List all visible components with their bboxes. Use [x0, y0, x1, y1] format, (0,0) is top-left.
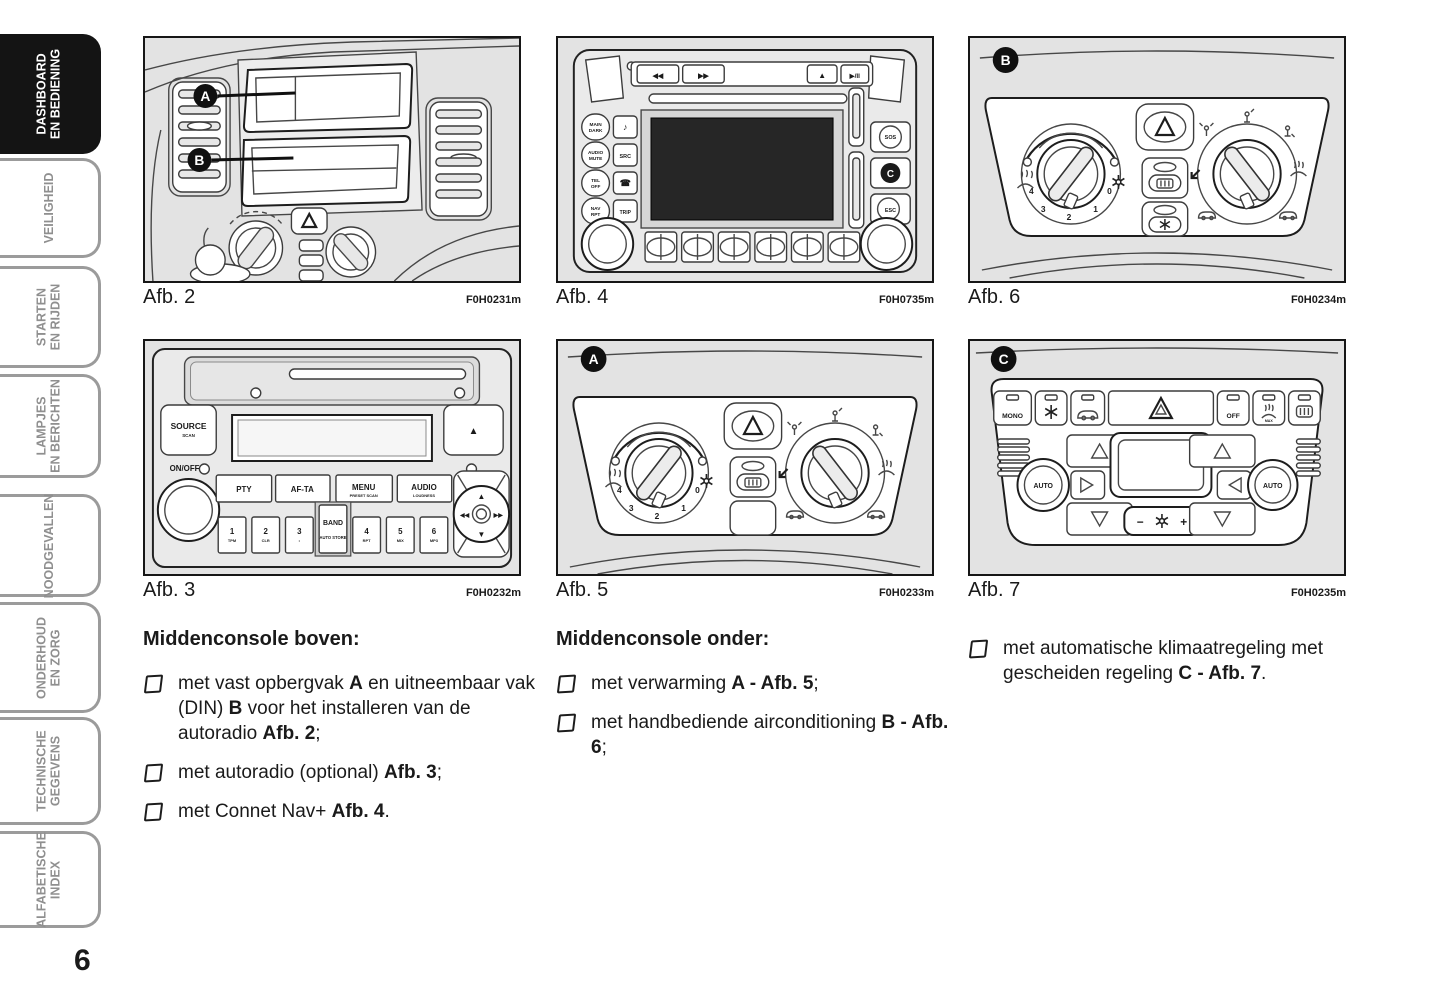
label-badge-c — [991, 346, 1017, 372]
svg-text:ESC: ESC — [884, 207, 897, 215]
source-button — [161, 405, 216, 455]
card-slots-icon — [849, 88, 864, 228]
tab-label: VEILIGHEID — [41, 172, 56, 244]
recirculation-car-icon — [1199, 212, 1216, 220]
tab-label: STARTEN — [34, 287, 49, 347]
nav-screen — [641, 110, 843, 228]
eject-icon: ▲ — [468, 425, 479, 438]
figure-code: F0H0234m — [1290, 294, 1346, 306]
vent-grille-icon — [1297, 439, 1321, 476]
play-pause-icon: ▶/II — [849, 72, 860, 81]
tab-technische-gegevens — [0, 717, 101, 825]
figure-caption: Afb. 7 — [968, 579, 1021, 601]
svg-text:ON/OFF: ON/OFF — [169, 463, 200, 474]
svg-text:2: 2 — [1066, 211, 1072, 223]
eject-button — [444, 405, 503, 455]
blank-button — [730, 501, 776, 535]
figure-caption: Afb. 4 — [556, 286, 609, 308]
center-buttons — [1142, 158, 1188, 236]
tab-label: LAMPJES — [34, 396, 49, 456]
svg-text:C: C — [998, 350, 1009, 368]
arrow-up-icon: ▲ — [477, 491, 486, 502]
cd-slot-icon — [649, 94, 847, 103]
figure-caption: Afb. 2 — [143, 286, 196, 308]
svg-text:6: 6 — [431, 526, 437, 537]
tab-onderhoud-en-zorg — [0, 602, 101, 713]
figure-caption: Afb. 3 — [143, 579, 196, 601]
figure-code: F0H0233m — [878, 587, 934, 599]
svg-text:SRC: SRC — [619, 153, 632, 161]
page-number: 6 — [74, 944, 91, 977]
svg-text:AUTO STORE: AUTO STORE — [319, 534, 347, 541]
right-rotary-knob-icon — [861, 218, 912, 270]
figure-code: F0H0735m — [878, 294, 934, 306]
voice-icon: ♪ — [623, 121, 628, 133]
svg-text:LOUDNESS: LOUDNESS — [413, 492, 435, 499]
svg-text:SCAN: SCAN — [182, 432, 195, 439]
column-middenconsole-boven — [143, 628, 535, 838]
outside-air-car-icon — [1280, 212, 1297, 220]
svg-text:AF-TA: AF-TA — [290, 484, 314, 495]
tab-veiligheid — [0, 158, 101, 258]
afb6-manual-ac-illustration — [968, 36, 1346, 283]
section-heading: Middenconsole boven: — [143, 628, 360, 650]
hazard-button-icon — [291, 208, 327, 234]
hazard-button-icon — [724, 403, 781, 449]
tab-lampjes-en-berichten — [0, 374, 101, 478]
svg-text:4: 4 — [1029, 185, 1034, 197]
figure-code: F0H0235m — [1290, 587, 1346, 599]
svg-text:•: • — [298, 537, 301, 544]
svg-text:A: A — [588, 350, 599, 368]
svg-text:0: 0 — [1107, 185, 1112, 197]
afb5-heater-illustration — [556, 339, 934, 576]
svg-text:B: B — [1000, 51, 1011, 69]
tab-label: EN ZORG — [49, 629, 63, 686]
svg-text:AUDIO: AUDIO — [587, 150, 604, 157]
column-klimaatregeling — [968, 628, 1364, 700]
hazard-button-icon — [1136, 104, 1193, 150]
recirculation-car-icon — [1078, 411, 1098, 420]
svg-text:NAV: NAV — [590, 206, 601, 213]
cd-slot-icon — [289, 369, 465, 379]
tab-label: GEGEVENS — [49, 735, 63, 807]
svg-text:4: 4 — [364, 526, 369, 537]
checkbox-bullet-icon — [144, 675, 163, 694]
svg-text:3: 3 — [628, 502, 634, 514]
tab-noodgevallen — [0, 494, 101, 597]
figure-code: F0H0232m — [465, 587, 521, 599]
outside-air-car-icon — [868, 511, 885, 519]
tab-label: ONDERHOUD — [34, 616, 49, 699]
tab-label: EN RIJDEN — [49, 283, 63, 351]
tab-starten-en-rijden — [0, 266, 101, 368]
right-knob-icon — [326, 227, 375, 277]
svg-text:BAND: BAND — [322, 519, 343, 528]
seek-back-icon: ◀◀ — [460, 512, 470, 520]
top-media-buttons — [631, 62, 872, 86]
fan-speed-button — [1124, 507, 1199, 535]
tab-alfabetische-index — [0, 831, 101, 928]
svg-text:1: 1 — [229, 526, 235, 537]
list-item: met automatische klimaatregeling met gescheiden regeling C - Afb. 7. — [968, 636, 1364, 686]
storage-tray-a — [244, 64, 412, 132]
svg-text:TRIP: TRIP — [619, 210, 631, 217]
label-badge-a — [581, 346, 607, 372]
direction-pad — [454, 471, 509, 557]
svg-text:DARK: DARK — [588, 128, 603, 135]
tab-label: INDEX — [49, 860, 63, 899]
svg-text:TPM: TPM — [227, 537, 237, 544]
seek-forward-icon: ▶▶ — [493, 512, 503, 520]
arrow-down-icon: ▼ — [477, 529, 486, 540]
svg-text:TEL: TEL — [591, 178, 601, 185]
tab-label: ALFABETISCHE — [34, 831, 49, 928]
checkbox-bullet-icon — [969, 640, 988, 659]
rear-defrost-button-icon — [737, 474, 769, 490]
connect-logo-icon: C — [886, 168, 895, 181]
svg-text:4: 4 — [617, 484, 622, 496]
svg-text:SOS: SOS — [884, 134, 897, 142]
ac-snowflake-button-icon — [1149, 217, 1181, 232]
plus-icon: + — [1180, 514, 1188, 530]
svg-text:AUDIO: AUDIO — [411, 482, 437, 493]
svg-text:1: 1 — [1093, 203, 1098, 215]
list-item: met autoradio (optional) Afb. 3; — [143, 760, 535, 785]
radio-display — [232, 415, 432, 461]
svg-text:PRESET SCAN: PRESET SCAN — [349, 492, 378, 499]
svg-text:B: B — [194, 151, 205, 169]
svg-text:SOURCE: SOURCE — [170, 420, 207, 432]
checkbox-bullet-icon — [557, 714, 576, 733]
center-buttons — [730, 457, 776, 535]
svg-text:MIX: MIX — [396, 537, 404, 544]
phone-icon: ☎ — [619, 177, 631, 189]
svg-text:MONO: MONO — [1002, 412, 1023, 421]
small-buttons-icon — [299, 240, 323, 281]
svg-text:MAX: MAX — [1264, 418, 1273, 424]
recirculation-car-icon — [787, 511, 804, 519]
fast-forward-icon: ▶▶ — [698, 72, 709, 81]
tab-dashboard-en-bediening — [0, 34, 101, 154]
column-middenconsole-onder — [556, 628, 956, 774]
section-heading: Middenconsole onder: — [556, 628, 770, 650]
list-item: met Connet Nav+ Afb. 4. — [143, 799, 535, 824]
list-item: met vast opbergvak A en uitneembaar vak (DIN) B voor het installeren van de autoradio Afb. 2; — [143, 671, 535, 746]
tab-label: DASHBOARD — [34, 53, 49, 135]
list-item: met handbediende airconditioning B - Afb. 6; — [556, 710, 956, 760]
svg-text:0: 0 — [695, 484, 700, 496]
svg-text:MP3: MP3 — [429, 537, 438, 544]
svg-text:1: 1 — [681, 502, 686, 514]
svg-text:OFF: OFF — [590, 184, 601, 191]
svg-text:MENU: MENU — [352, 482, 376, 493]
svg-text:PTY: PTY — [236, 484, 252, 495]
tab-label: TECHNISCHE — [34, 730, 49, 812]
svg-text:3: 3 — [1040, 203, 1046, 215]
right-air-vent-icon — [426, 98, 491, 220]
svg-text:OFF: OFF — [1226, 412, 1240, 421]
list-item: met verwarming A - Afb. 5; — [556, 671, 956, 696]
svg-text:MUTE: MUTE — [588, 156, 603, 163]
svg-text:CLR: CLR — [261, 537, 270, 544]
left-rotary-knob-icon — [582, 218, 633, 270]
label-badge-b — [993, 47, 1019, 73]
checkbox-bullet-icon — [144, 764, 163, 783]
eject-icon: ▲ — [818, 70, 827, 81]
figure-caption: Afb. 5 — [556, 579, 609, 601]
rewind-icon: ◀◀ — [652, 72, 664, 81]
minus-icon: − — [1136, 514, 1144, 530]
svg-text:MAIN: MAIN — [589, 122, 602, 129]
svg-text:A: A — [200, 87, 211, 105]
svg-text:2: 2 — [263, 526, 268, 537]
afb2-dashboard-illustration — [143, 36, 521, 283]
hazard-button-icon — [1109, 391, 1214, 425]
storage-tray-b — [242, 136, 410, 206]
tab-label: NOODGEVALLEN — [41, 493, 56, 598]
afb7-auto-climate-illustration — [968, 339, 1346, 576]
tab-label: EN BERICHTEN — [49, 379, 63, 473]
afb4-connect-nav-illustration — [556, 36, 934, 283]
checkbox-bullet-icon — [144, 803, 163, 822]
rear-defrost-button-icon — [1149, 175, 1181, 191]
svg-text:2: 2 — [654, 510, 660, 522]
svg-text:RPT: RPT — [590, 212, 601, 219]
afb3-autoradio-illustration — [143, 339, 521, 576]
auto-knob-label: AUTO — [1263, 482, 1283, 491]
svg-text:5: 5 — [398, 526, 403, 537]
checkbox-bullet-icon — [557, 675, 576, 694]
svg-text:RPT: RPT — [362, 537, 371, 544]
svg-text:3: 3 — [297, 526, 302, 537]
figure-caption: Afb. 6 — [968, 286, 1021, 308]
function-button-row — [994, 391, 1321, 425]
figure-code: F0H0231m — [465, 294, 521, 306]
right-function-buttons — [871, 122, 911, 224]
auto-knob-label: AUTO — [1033, 482, 1053, 491]
tab-label: EN BEDIENING — [49, 48, 63, 140]
